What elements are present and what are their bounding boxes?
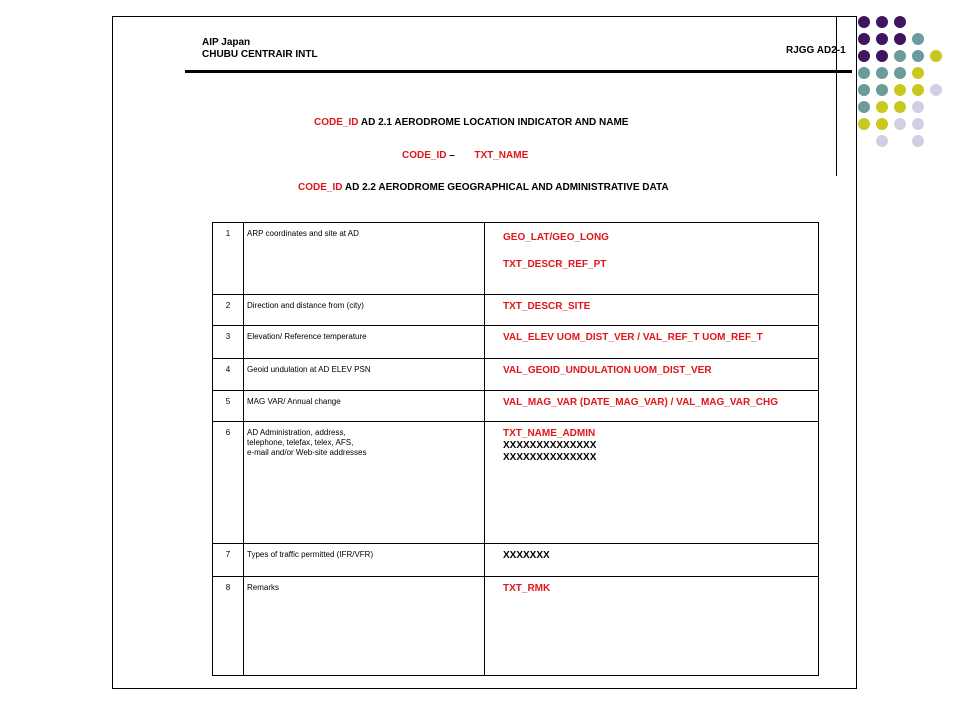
row-label: Elevation/ Reference temperature xyxy=(244,326,485,359)
decorative-dot xyxy=(876,50,888,62)
decorative-dot xyxy=(894,84,906,96)
row-value: TXT_DESCR_REF_PT xyxy=(503,259,607,270)
table-row xyxy=(213,391,819,422)
decorative-dot xyxy=(858,67,870,79)
decorative-dot xyxy=(930,50,942,62)
decorative-dot xyxy=(858,84,870,96)
row-value-cell xyxy=(485,391,819,422)
decorative-dot xyxy=(858,33,870,45)
decorative-dot xyxy=(876,16,888,28)
decorative-dot xyxy=(912,84,924,96)
header-country: AIP Japan xyxy=(202,37,251,48)
row-value-cell xyxy=(485,544,819,577)
decorative-dot xyxy=(876,101,888,113)
header-vertical-rule xyxy=(836,16,837,176)
row-number: 4 xyxy=(213,359,244,391)
title2-name: TXT_NAME xyxy=(474,150,529,161)
row-number: 7 xyxy=(213,544,244,577)
header-page-ref: RJGG AD2-1 xyxy=(786,45,846,56)
row-number: 1 xyxy=(213,223,244,295)
title1-code: CODE_ID xyxy=(314,117,359,128)
row-value-cell xyxy=(485,295,819,326)
row-number: 6 xyxy=(213,422,244,544)
aerodrome-data-table xyxy=(212,222,819,676)
decorative-dot xyxy=(876,135,888,147)
row-label: ARP coordinates and site at AD xyxy=(244,223,485,295)
row-value-placeholder: XXXXXXXXXXXXXX xyxy=(503,452,597,463)
row-label: MAG VAR/ Annual change xyxy=(244,391,485,422)
table-row xyxy=(213,223,819,295)
row-label: AD Administration, address, telephone, telefax, telex, AFS, e-mail and/or Web-site addresses xyxy=(244,422,485,544)
row-value-placeholder: XXXXXXX xyxy=(503,550,550,561)
header-rule xyxy=(185,70,852,73)
title2-code: CODE_ID xyxy=(402,150,447,161)
decorative-dot xyxy=(912,135,924,147)
table-row xyxy=(213,295,819,326)
title3-code: CODE_ID xyxy=(298,182,343,193)
row-value-cell xyxy=(485,359,819,391)
decorative-dot xyxy=(894,33,906,45)
row-value-cell xyxy=(485,223,819,295)
section-title-2-1 xyxy=(314,117,628,128)
table-row xyxy=(213,422,819,544)
section-title-2-2 xyxy=(298,182,669,193)
row-value: VAL_GEOID_UNDULATION UOM_DIST_VER xyxy=(503,365,712,376)
row-value: TXT_RMK xyxy=(503,583,551,594)
table-row xyxy=(213,326,819,359)
decorative-dot xyxy=(876,118,888,130)
row-value: GEO_LAT/GEO_LONG xyxy=(503,232,609,243)
row-value: TXT_NAME_ADMIN xyxy=(503,428,596,439)
row-value: VAL_MAG_VAR (DATE_MAG_VAR) / VAL_MAG_VAR_CHG xyxy=(503,397,779,408)
decorative-dot xyxy=(858,16,870,28)
header-aerodrome: CHUBU CENTRAIR INTL xyxy=(202,49,318,60)
decorative-dot xyxy=(930,84,942,96)
row-value-cell xyxy=(485,326,819,359)
row-number: 3 xyxy=(213,326,244,359)
title2-dash: – xyxy=(449,150,455,161)
row-value-cell xyxy=(485,422,819,544)
row-number: 8 xyxy=(213,577,244,676)
decorative-dot xyxy=(876,67,888,79)
row-label: Geoid undulation at AD ELEV PSN xyxy=(244,359,485,391)
decorative-dot xyxy=(876,84,888,96)
decorative-dot xyxy=(858,50,870,62)
title1-text: AD 2.1 AERODROME LOCATION INDICATOR AND NAME xyxy=(360,117,629,128)
header-left xyxy=(202,37,318,61)
decorative-dot xyxy=(912,67,924,79)
decorative-dot xyxy=(894,67,906,79)
table-row xyxy=(213,544,819,577)
decorative-dot xyxy=(858,118,870,130)
row-value-cell xyxy=(485,577,819,676)
row-number: 2 xyxy=(213,295,244,326)
row-value: TXT_DESCR_SITE xyxy=(503,301,591,312)
decorative-dot xyxy=(894,118,906,130)
decorative-dot xyxy=(912,50,924,62)
decorative-dot xyxy=(894,50,906,62)
decorative-dot xyxy=(912,101,924,113)
row-label: Types of traffic permitted (IFR/VFR) xyxy=(244,544,485,577)
decorative-dot xyxy=(858,101,870,113)
row-label: Remarks xyxy=(244,577,485,676)
row-label: Direction and distance from (city) xyxy=(244,295,485,326)
row-value-placeholder: XXXXXXXXXXXXXX xyxy=(503,440,597,451)
decorative-dot xyxy=(876,33,888,45)
title3-text: AD 2.2 AERODROME GEOGRAPHICAL AND ADMINISTRATIVE DATA xyxy=(344,182,669,193)
aerodrome-name-line xyxy=(402,150,528,161)
decorative-dot xyxy=(894,16,906,28)
row-value: VAL_ELEV UOM_DIST_VER / VAL_REF_T UOM_REF_T xyxy=(503,332,763,343)
table-row xyxy=(213,359,819,391)
row-number: 5 xyxy=(213,391,244,422)
decorative-dot xyxy=(912,33,924,45)
decorative-dot xyxy=(894,101,906,113)
decorative-dot xyxy=(912,118,924,130)
table-row xyxy=(213,577,819,676)
